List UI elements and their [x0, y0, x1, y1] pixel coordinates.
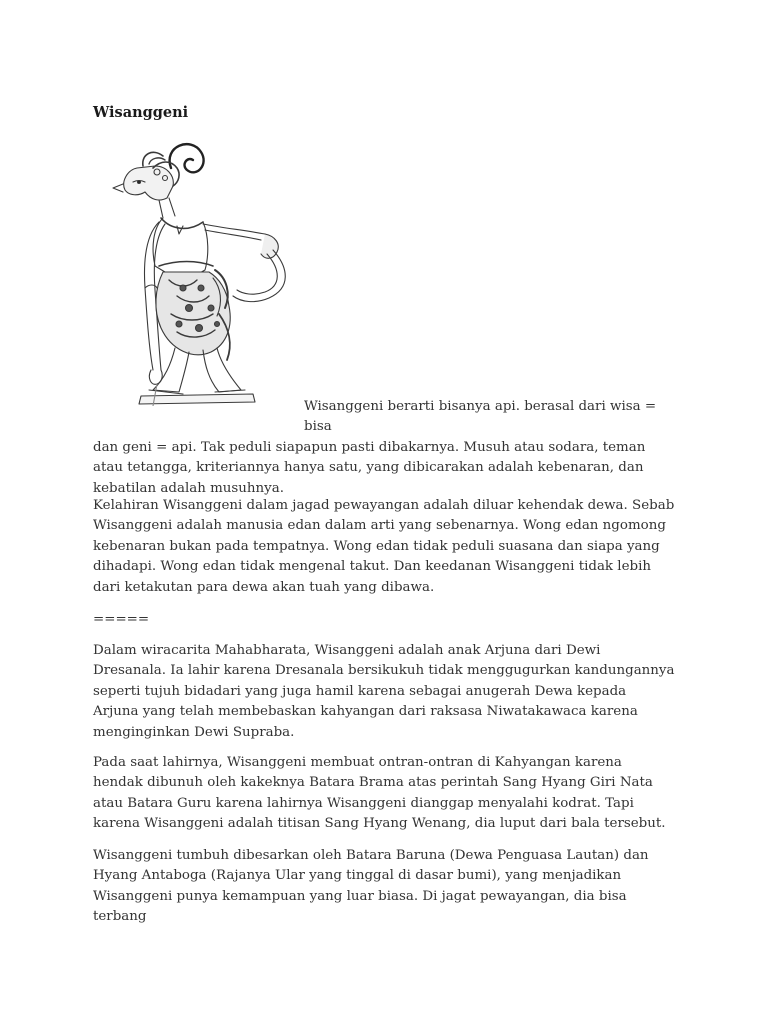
wayang-figure-image: [93, 138, 305, 406]
paragraph-1-rest: dan geni = api. Tak peduli siapapun pasti dibakarnya. Musuh atau sodara, teman atau tetangga, kriteriannya hanya satu, yang dibicarakan adalah kebenaran, dan kebatilan adalah musuhnya.: [93, 439, 646, 496]
page-title: Wisanggeni: [93, 104, 189, 121]
paragraph-2: Kelahiran Wisanggeni dalam jagad pewayangan adalah diluar kehendak dewa. Sebab Wisanggeni adalah manusia edan dalam arti yang sebenarnya. Wong edan ngomong kebenaran bukan pada tempatnya. Wong edan tidak peduli suasana dan siapa yang dihadapi. Wong edan tidak mengenal takut. Dan keedanan Wisanggeni tidak lebih dari ketakutan para dewa akan tuah yang dibawa.: [93, 498, 675, 595]
paragraph-3: Dalam wiracarita Mahabharata, Wisanggeni adalah anak Arjuna dari Dewi Dresanala. Ia lahir karena Dresanala bersikukuh tidak menggugurkan kandungannya seperti tujuh bidadari yang juga hamil karena sebagai anugerah Dewa kepada Arjuna yang telah membebaskan kahyangan dari raksasa Niwatakawaca karena menginginkan Dewi Supraba.: [93, 643, 675, 740]
paragraph-4: Pada saat lahirnya, Wisanggeni membuat ontran-ontran di Kahyangan karena hendak dibunuh oleh kakeknya Batara Brama atas perintah Sang Hyang Giri Nata atau Batara Guru karena lahirnya Wisanggeni dianggap menyalahi kodrat. Tapi karena Wisanggeni adalah titisan Sang Hyang Wenang, dia luput dari bala tersebut.: [93, 755, 666, 832]
wayang-illustration: [93, 138, 305, 406]
separator-line: =====: [93, 612, 150, 627]
paragraph-5: Wisanggeni tumbuh dibesarkan oleh Batara Baruna (Dewa Penguasa Lautan) dan Hyang Antaboga (Rajanya Ular yang tinggal di dasar bumi), yang menjadikan Wisanggeni punya kemampuan yang luar biasa. Di jagat pewayangan, dia bisa terbang: [93, 848, 649, 925]
paragraph-1-first-line: Wisanggeni berarti bisanya api. berasal dari wisa = bisa: [304, 399, 657, 435]
paragraph-1: [93, 397, 675, 499]
